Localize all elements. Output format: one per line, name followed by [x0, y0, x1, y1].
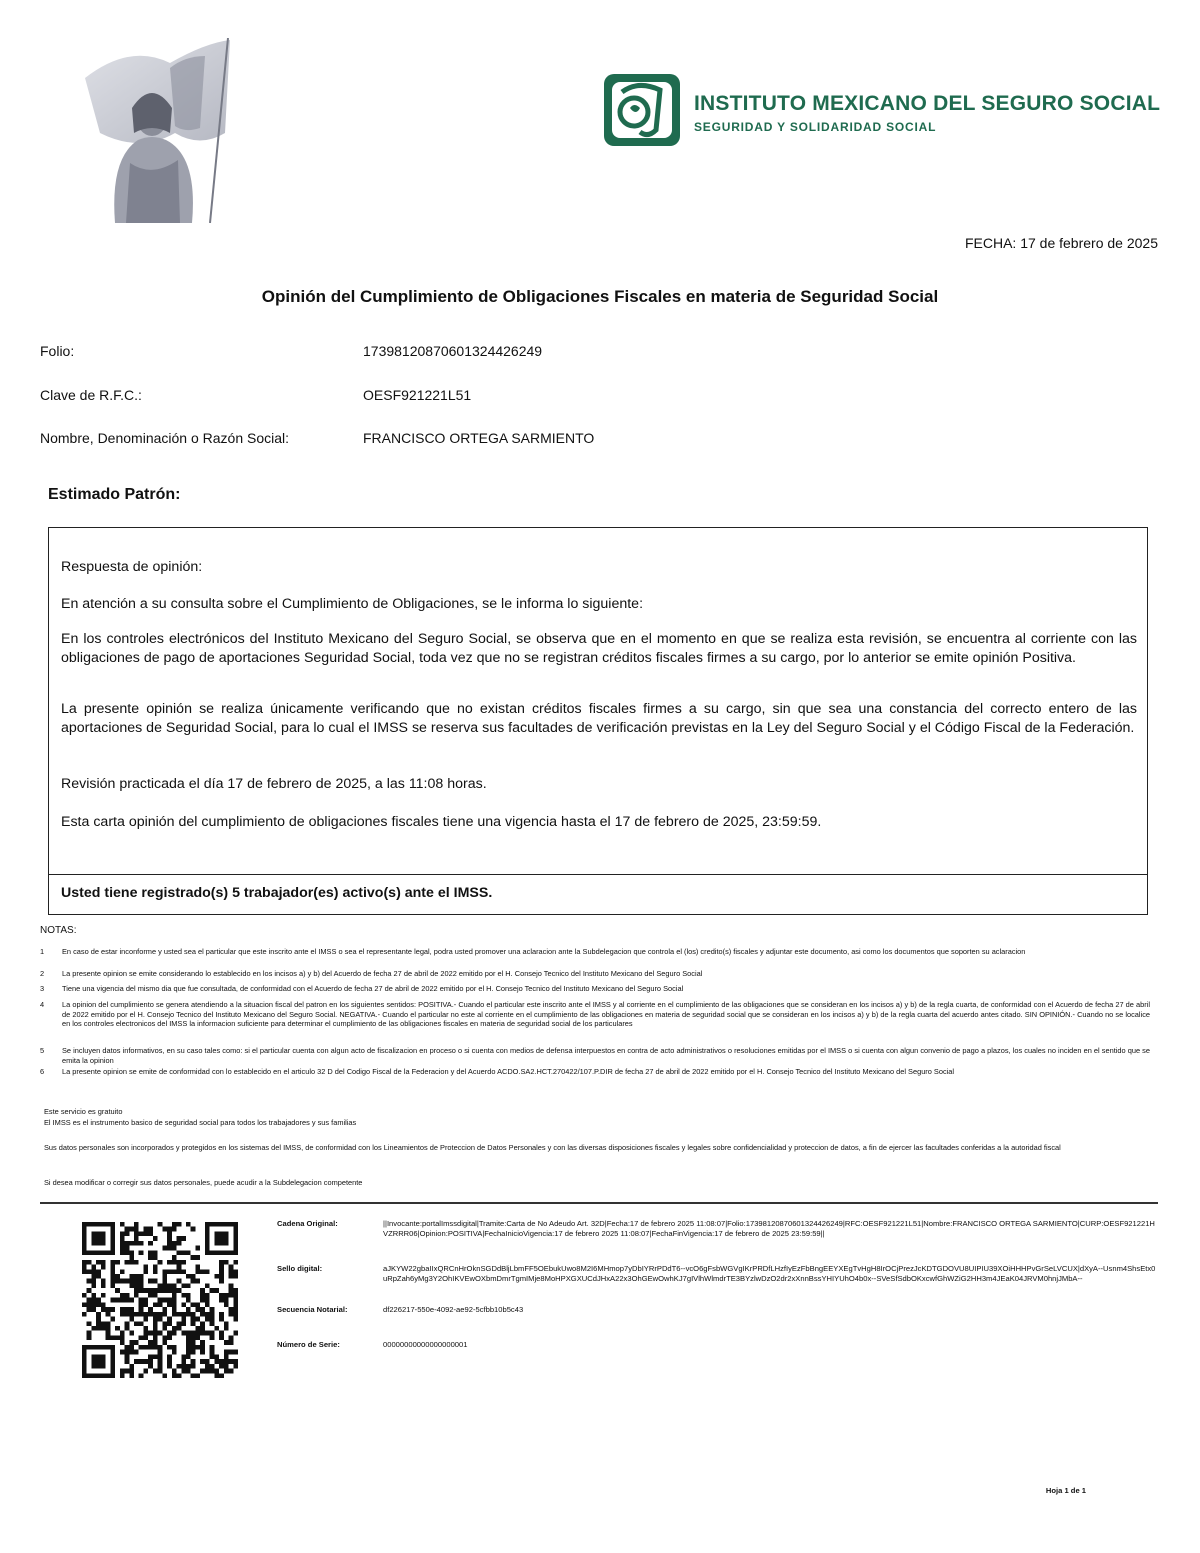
- institution-slogan: SEGURIDAD Y SOLIDARIDAD SOCIAL: [694, 120, 937, 134]
- nota-text: La presente opinion se emite de conformidad con lo establecido en el articulo 32 D del Codigo Fiscal de la Federacion y del Acuerdo ACDO.SA2.HCT.270422/107.P.DIR de fecha 27 de abril de 2022 emitido por el H. Consejo Tecnico del Instituto Mexicano del Seguro Social: [62, 1067, 955, 1076]
- sello-digital-value: aJKYW22gbaIIxQRCnHrOknSGDdBljLbmFF5OEbukUwo8M2I6MHmop7yDbIYRrPDdT6--vcO6gFsbWGVgIKrPRDfLHzfIyEzFbBngEEYXEgTvHgH8IrOCjPrezJcKDTGDOVU8UIPIU39XOiHHHPvGrSeLVCUX|dXyA--Usnm4ShsEtx0uRpZah6yMg3Y2OhIKVEwOXbmDmrTgmIMje8MoHPXGXUCdJHxA22x3OhGEwOwhKJ7gIVlhWlmdrTE3BYzlwDzO2dr2xXnnBssYHIYUhO4b0x--SVeSfSdbOKxcwfGhWZiG2HH3m4JEaK04JRVM0hnjJMbA--: [383, 1264, 1156, 1283]
- nota-item: [40, 947, 1150, 957]
- nota-number: 5: [40, 1046, 45, 1055]
- nota-item: [40, 969, 1150, 979]
- nota-number: 6: [40, 1067, 45, 1076]
- modificar-datos-text: Si desea modificar o corregir sus datos personales, puede acudir a la Subdelegacion competente: [44, 1178, 363, 1187]
- response-paragraph-4: Esta carta opinión del cumplimiento de obligaciones fiscales tiene una vigencia hasta el 17 de febrero de 2025, 23:59:59.: [61, 814, 822, 830]
- nota-number: 3: [40, 984, 45, 993]
- nota-text: Se incluyen datos informativos, en su caso tales como: si el particular cuenta con algun acto de fiscalizacion en proceso o si cuenta con medios de defensa interpuestos en contra de acto administrativos o resoluciones emitidas por el IMSS o si cuenta con algun convenio de pago a plazos, los cuales no inciden en el sentido que se emita la opinion: [62, 1046, 1150, 1065]
- nota-text: En caso de estar inconforme y usted sea el particular que este inscrito ante el IMSS o sea el representante legal, podra usted promover una aclaracion ante la Subdelegacion que controla el (los) credito(s) fiscales y adjuntar este documento, asi como los documentos que soporten su aclaracion: [62, 947, 1026, 956]
- cadena-original-label: Cadena Original:: [277, 1219, 338, 1228]
- nota-number: 4: [40, 1000, 45, 1009]
- secuencia-notarial-label: Secuencia Notarial:: [277, 1305, 348, 1314]
- active-workers-text: Usted tiene registrado(s) 5 trabajador(es) activo(s) ante el IMSS.: [61, 885, 493, 901]
- institution-name: INSTITUTO MEXICANO DEL SEGURO SOCIAL: [694, 92, 1161, 115]
- nota-item: [40, 1046, 1150, 1065]
- document-title: Opinión del Cumplimiento de Obligaciones Fiscales en materia de Seguridad Social: [261, 287, 939, 306]
- razon-social-label: Nombre, Denominación o Razón Social:: [40, 430, 290, 446]
- folio-label: Folio:: [40, 343, 75, 359]
- nota-text: Tiene una vigencia del mismo dia que fue consultada, de conformidad con el Acuerdo de fecha 27 de abril de 2022 emitido por el H. Consejo Tecnico del Instituto Mexicano del Seguro Social: [62, 984, 684, 993]
- response-box: [48, 527, 1148, 915]
- qr-modules: [82, 1222, 238, 1378]
- nota-number: 1: [40, 947, 45, 956]
- razon-social-value: FRANCISCO ORTEGA SARMIENTO: [363, 430, 595, 446]
- response-heading: Respuesta de opinión:: [61, 559, 203, 575]
- response-paragraph-2: La presente opinión se realiza únicamente verificando que no existan créditos fiscales firmes a su cargo, sin que sea una constancia del correcto entero de las aportaciones de Seguridad Social, para lo cual el IMSS se reserva sus facultades de verificación previstas en la Ley del Seguro Social y el Código Fiscal de la Federación.: [61, 701, 1137, 736]
- response-paragraph-3: Revisión practicada el día 17 de febrero de 2025, a las 11:08 horas.: [61, 776, 487, 792]
- nota-text: La presente opinion se emite considerando lo establecido en los incisos a) y b) del Acuerdo de fecha 27 de abril de 2022 emitido por el H. Consejo Tecnico del Instituto Mexicano del Seguro Social: [62, 969, 703, 978]
- rfc-value: OESF921221L51: [363, 387, 472, 403]
- folio-value: 1739812087060132442624​9: [363, 343, 543, 359]
- nota-item: [40, 1067, 1150, 1077]
- secuencia-notarial-value: df226217-550e-4092-ae92-5cfbb10b5c43: [383, 1305, 524, 1314]
- nota-item: [40, 1000, 1150, 1029]
- servicio-gratuito-text: Este servicio es gratuito: [44, 1107, 123, 1116]
- sello-digital-label: Sello digital:: [277, 1264, 323, 1273]
- page-number: Hoja 1 de 1: [1045, 1486, 1086, 1495]
- nota-item: [40, 984, 1150, 994]
- datos-personales-text: Sus datos personales son incorporados y protegidos en los sistemas del IMSS, de conformidad con los Lineamientos de Proteccion de Datos Personales y con las diversas disposiciones fiscales y legales sobre confidencialidad y proteccion de datos, a fin de ejercer las facultades conferidas a la autoridad fiscal: [44, 1143, 1061, 1152]
- box-divider: [49, 874, 1147, 875]
- nota-number: 2: [40, 969, 45, 978]
- imss-logo-icon: [604, 74, 680, 146]
- numero-serie-value: 00000000000000000001: [383, 1340, 468, 1349]
- document-date: FECHA: 17 de febrero de 2025: [964, 235, 1158, 251]
- imss-instrumento-text: El IMSS es el instrumento basico de seguridad social para todos los trabajadores y sus familias: [44, 1118, 357, 1127]
- qr-code-icon: [82, 1222, 238, 1378]
- rfc-label: Clave de R.F.C.:: [40, 387, 142, 403]
- flag-woman-illustration: [60, 38, 245, 223]
- salutation: Estimado Patrón:: [48, 486, 181, 503]
- cadena-original-value: ||Invocante:portalImssdigital|Tramite:Carta de No Adeudo Art. 32D|Fecha:17 de febrero 2025 11:08:07|Folio:17398120870601324426249|RFC:OESF921221L51|Nombre:FRANCISCO ORTEGA SARMIENTO|CURP:OESF921221HVZRRR06|Opinion:POSITIVA|FechaInicioVigencia:17 de febrero 2025 11:08:07|FechaFinVigencia:17 de febrero de 2025 23:59:59||: [383, 1219, 1155, 1238]
- response-intro: En atención a su consulta sobre el Cumplimiento de Obligaciones, se le informa lo siguiente:: [61, 596, 644, 612]
- notas-title: NOTAS:: [40, 925, 77, 936]
- separator-line: [40, 1202, 1158, 1204]
- numero-serie-label: Número de Serie:: [277, 1340, 340, 1349]
- nota-text: La opinion del cumplimiento se genera atendiendo a la situacion fiscal del patron en los siguientes sentidos: POSITIVA.- Cuando el particular este inscrito ante el IMSS y al corriente en el cumplimiento de las obligaciones que se consideran en los incisos a) y b) de la regla cuarta, de conformidad con el Acuerdo de fecha 27 de abril de 2022 emitido por el H. Consejo Tecnico del Instituto Mexicano del Seguro Social. NEGATIVA.- Cuando el particular no este al corriente en el cumplimiento de las obligaciones en materia de seguridad social que se consideran en los incisos a) y b) de la regla cuarta del acuerdo antes citado. SIN OPINIÓN.- Cuando no se localice en los controles electronicos del IMSS la informacion suficiente para determinar el cumplimiento de las obligaciones fiscales en materia de seguridad social de los particulares: [62, 1000, 1150, 1028]
- response-paragraph-1: En los controles electrónicos del Instituto Mexicano del Seguro Social, se observa que en el momento en que se realiza esta revisión, se encuentra al corriente con las obligaciones de pago de aportaciones Seguridad Social, toda vez que no se registran créditos fiscales firmes a su cargo, por lo anterior se emite opinión Positiva.: [61, 631, 1137, 666]
